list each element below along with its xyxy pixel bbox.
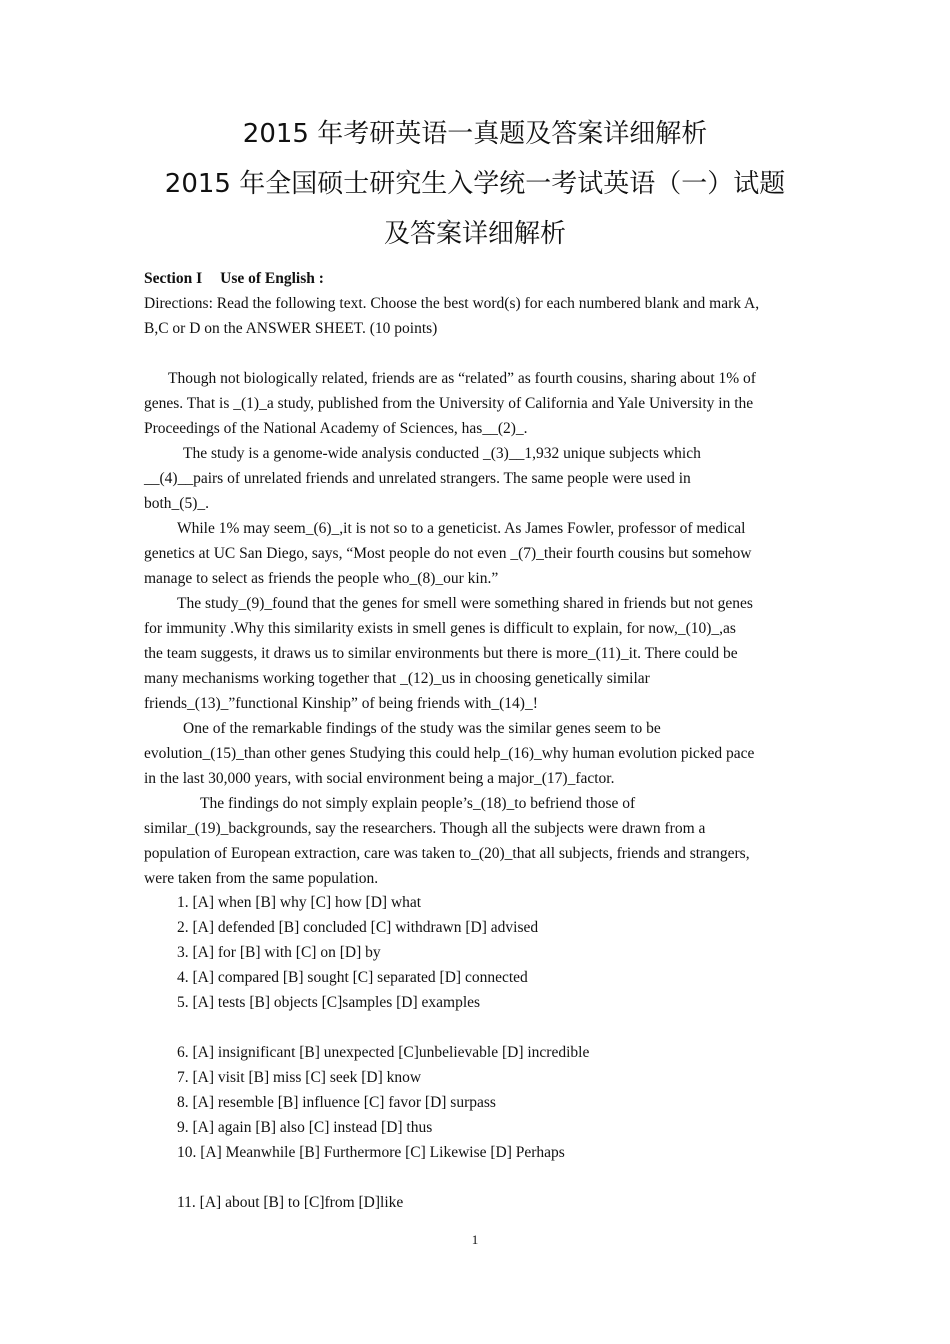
passage-line: The findings do not simply explain people’s_(18)_to befriend those of: [200, 795, 636, 812]
directions-line: B,C or D on the ANSWER SHEET. (10 points): [144, 320, 438, 337]
document-title-line-1: 2015 年考研英语一真题及答案详细解析: [242, 119, 708, 149]
passage-line: One of the remarkable findings of the study was the similar genes seem to be: [183, 720, 661, 737]
question-option-line: 9. [A] again [B] also [C] instead [D] thus: [177, 1119, 433, 1136]
passage-line: The study_(9)_found that the genes for smell were something shared in friends but not genes: [177, 595, 753, 612]
passage-line: manage to select as friends the people who_(8)_our kin.”: [144, 570, 499, 587]
section-name: Use of English :: [220, 270, 324, 287]
passage-line: similar_(19)_backgrounds, say the researchers. Though all the subjects were drawn from a: [144, 820, 706, 837]
passage-line: many mechanisms working together that _(12)_us in choosing genetically similar: [144, 670, 650, 687]
question-option-line: 1. [A] when [B] why [C] how [D] what: [177, 894, 422, 911]
question-option-line: 5. [A] tests [B] objects [C]samples [D] examples: [177, 994, 481, 1011]
passage-line: The study is a genome-wide analysis conducted _(3)__1,932 unique subjects which: [183, 445, 701, 462]
document-title-line-3: 及答案详细解析: [383, 219, 566, 249]
passage-line: were taken from the same population.: [144, 870, 379, 887]
passage-line: genetics at UC San Diego, says, “Most people do not even _(7)_their fourth cousins but somehow: [144, 545, 752, 562]
passage-line: genes. That is _(1)_a study, published from the University of California and Yale University in the: [144, 395, 754, 412]
document-title-line-2: 2015 年全国硕士研究生入学统一考试英语（一）试题: [164, 169, 786, 199]
question-option-line: 8. [A] resemble [B] influence [C] favor [D] surpass: [177, 1094, 496, 1111]
passage-line: While 1% may seem_(6)_,it is not so to a geneticist. As James Fowler, professor of medical: [177, 520, 746, 537]
passage-line: __(4)__pairs of unrelated friends and unrelated strangers. The same people were used in: [144, 470, 691, 487]
passage-line: population of European extraction, care was taken to_(20)_that all subjects, friends and strangers,: [144, 845, 750, 862]
question-option-line: 10. [A] Meanwhile [B] Furthermore [C] Likewise [D] Perhaps: [177, 1144, 565, 1161]
passage-line: the team suggests, it draws us to similar environments but there is more_(11)_it. There could be: [144, 645, 738, 662]
passage-line: both_(5)_.: [144, 495, 210, 512]
directions-line: Directions: Read the following text. Choose the best word(s) for each numbered blank and mark A,: [144, 295, 760, 312]
section-heading: [144, 266, 324, 291]
question-option-line: 11. [A] about [B] to [C]from [D]like: [177, 1194, 404, 1211]
passage-line: Though not biologically related, friends are as “related” as fourth cousins, sharing about 1% of: [168, 370, 756, 387]
passage-line: friends_(13)_”functional Kinship” of being friends with_(14)_!: [144, 695, 538, 712]
question-option-line: 2. [A] defended [B] concluded [C] withdrawn [D] advised: [177, 919, 539, 936]
passage-line: in the last 30,000 years, with social environment being a major_(17)_factor.: [144, 770, 615, 787]
passage-line: evolution_(15)_than other genes Studying this could help_(16)_why human evolution picked pace: [144, 745, 755, 762]
question-option-line: 3. [A] for [B] with [C] on [D] by: [177, 944, 381, 961]
question-option-line: 4. [A] compared [B] sought [C] separated [D] connected: [177, 969, 528, 986]
section-label: Section I: [144, 270, 203, 287]
passage-line: Proceedings of the National Academy of Sciences, has__(2)_.: [144, 420, 528, 437]
question-option-line: 7. [A] visit [B] miss [C] seek [D] know: [177, 1069, 422, 1086]
passage-line: for immunity .Why this similarity exists in smell genes is difficult to explain, for now,_(10)_,as: [144, 620, 736, 637]
page-number: 1: [471, 1232, 479, 1247]
question-option-line: 6. [A] insignificant [B] unexpected [C]unbelievable [D] incredible: [177, 1044, 590, 1061]
